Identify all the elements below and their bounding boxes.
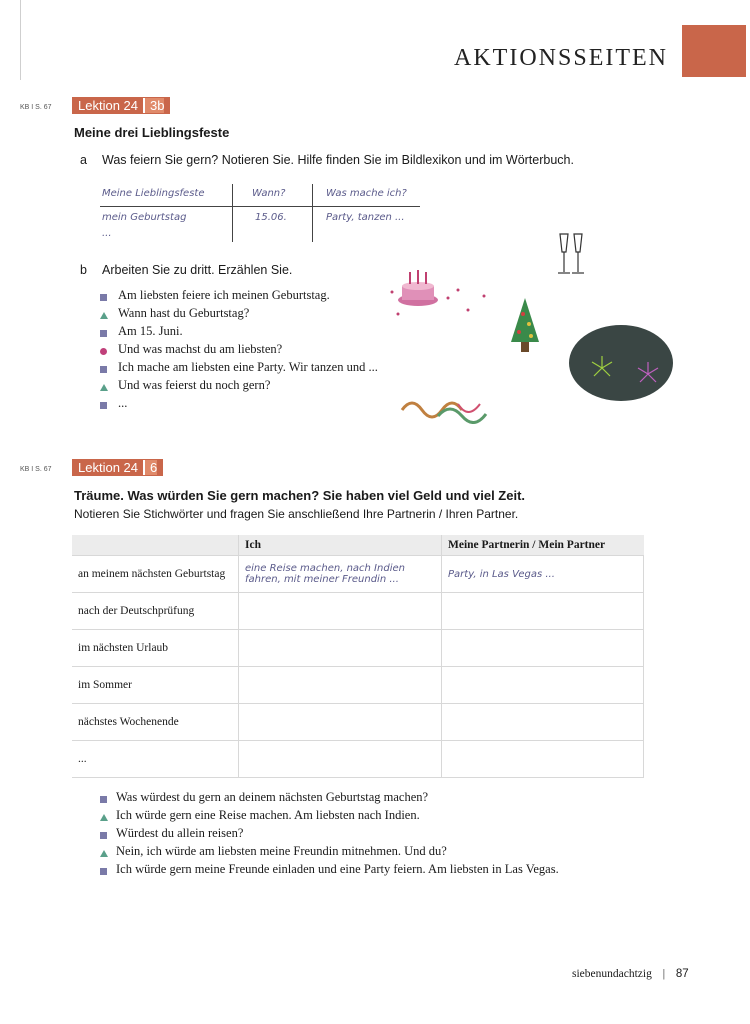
answer-cell[interactable] — [239, 667, 442, 704]
note-divider — [232, 184, 233, 242]
table-row — [72, 741, 644, 778]
table-row — [72, 630, 644, 667]
square-marker-icon — [100, 294, 107, 301]
dialogue-line: Ich würde gern meine Freunde einladen und eine Party feiern. Am liebsten in Las Vegas. — [116, 862, 559, 876]
page-word: siebenundachtzig — [572, 968, 652, 980]
answer-cell[interactable] — [442, 593, 644, 630]
table-header-cell — [72, 535, 239, 556]
answer-cell[interactable] — [442, 667, 644, 704]
table-header-cell: Meine Partnerin / Mein Partner — [442, 535, 644, 556]
note-header: Wann? — [252, 188, 286, 199]
note-cell: 15.06. — [255, 212, 287, 223]
lektion-number: 3b — [143, 98, 164, 113]
lektion-label: Lektion 24 — [78, 98, 138, 113]
kb-reference: KB I S. 67 — [20, 104, 52, 111]
streamers-icon — [398, 392, 498, 424]
answer-cell[interactable]: Party, in Las Vegas ... — [442, 556, 644, 593]
row-label: nach der Deutschprüfung — [72, 593, 239, 630]
dialogue-line: Am 15. Juni. — [118, 324, 183, 338]
table-header-cell: Ich — [239, 535, 442, 556]
task-instruction: Was feiern Sie gern? Notieren Sie. Hilfe finden Sie im Bildlexikon und im Wörterbuch. — [102, 153, 574, 167]
triangle-marker-icon — [100, 814, 108, 821]
circle-marker-icon — [100, 348, 107, 355]
note-cell: mein Geburtstag — [102, 212, 187, 223]
section-title: Meine drei Lieblingsfeste — [74, 125, 230, 140]
task-letter: b — [80, 263, 87, 277]
row-label: an meinem nächsten Geburtstag — [72, 556, 239, 593]
square-marker-icon — [100, 868, 107, 875]
footer-separator: | — [662, 968, 666, 980]
note-header: Was mache ich? — [326, 188, 407, 199]
triangle-marker-icon — [100, 850, 108, 857]
header-accent-block — [682, 25, 746, 77]
square-marker-icon — [100, 402, 107, 409]
section-subtitle: Notieren Sie Stichwörter und fragen Sie anschließend Ihre Partnerin / Ihren Partner. — [74, 507, 519, 521]
note-cell: ... — [102, 228, 112, 239]
feast-note-table — [100, 184, 430, 248]
row-label: ... — [72, 741, 239, 778]
triangle-marker-icon — [100, 384, 108, 391]
dialogue-line: Was würdest du gern an deinem nächsten Geburtstag machen? — [116, 790, 429, 804]
answer-cell[interactable] — [442, 630, 644, 667]
dialogue-line: ... — [118, 396, 128, 410]
note-divider — [312, 184, 313, 242]
christmas-tree-icon — [505, 294, 545, 360]
lektion-number: 6 — [143, 460, 157, 475]
row-label: nächstes Wochenende — [72, 704, 239, 741]
fireworks-icon — [566, 322, 676, 404]
table-row — [72, 556, 644, 593]
square-marker-icon — [100, 796, 107, 803]
dialogue-line: Und was machst du am liebsten? — [118, 342, 283, 356]
section-title: Träume. Was würden Sie gern machen? Sie haben viel Geld und viel Zeit. — [74, 488, 526, 503]
table-row — [72, 667, 644, 704]
answer-cell[interactable] — [239, 630, 442, 667]
row-label: im nächsten Urlaub — [72, 630, 239, 667]
dialogue-line: Am liebsten feiere ich meinen Geburtstag. — [118, 288, 330, 302]
square-marker-icon — [100, 366, 107, 373]
answer-cell[interactable]: eine Reise machen, nach Indien fahren, mit meiner Freundin ... — [239, 556, 442, 593]
dialogue-line: Und was feierst du noch gern? — [118, 378, 271, 392]
lektion-badge — [72, 97, 170, 114]
dialogue-line: Ich mache am liebsten eine Party. Wir tanzen und ... — [118, 360, 378, 374]
table-row — [72, 704, 644, 741]
note-header: Meine Lieblingsfeste — [102, 188, 205, 199]
wishes-table — [72, 535, 644, 778]
page-number: 87 — [675, 968, 689, 980]
answer-cell[interactable] — [442, 704, 644, 741]
dialogue-line: Ich würde gern eine Reise machen. Am liebsten nach Indien. — [116, 808, 420, 822]
table-row — [72, 593, 644, 630]
task-letter: a — [80, 153, 87, 167]
page-footer — [572, 968, 689, 980]
triangle-marker-icon — [100, 312, 108, 319]
champagne-glasses-icon — [554, 232, 590, 278]
row-label: im Sommer — [72, 667, 239, 704]
kb-reference: KB I S. 67 — [20, 466, 52, 473]
dialogue-line: Nein, ich würde am liebsten meine Freundin mitnehmen. Und du? — [116, 844, 447, 858]
birthday-cake-icon — [388, 262, 498, 322]
lektion-badge — [72, 459, 163, 476]
lektion-label: Lektion 24 — [78, 460, 138, 475]
answer-cell[interactable] — [239, 741, 442, 778]
answer-cell[interactable] — [239, 593, 442, 630]
task-instruction: Arbeiten Sie zu dritt. Erzählen Sie. — [102, 263, 293, 277]
note-cell: Party, tanzen ... — [326, 212, 405, 223]
page-header-title: AKTIONSSEITEN — [454, 45, 668, 71]
dialogue-line: Wann hast du Geburtstag? — [118, 306, 250, 320]
square-marker-icon — [100, 330, 107, 337]
answer-cell[interactable] — [239, 704, 442, 741]
answer-cell[interactable] — [442, 741, 644, 778]
dialogue-line: Würdest du allein reisen? — [116, 826, 244, 840]
square-marker-icon — [100, 832, 107, 839]
table-header-row — [72, 535, 644, 556]
note-divider — [100, 206, 420, 207]
